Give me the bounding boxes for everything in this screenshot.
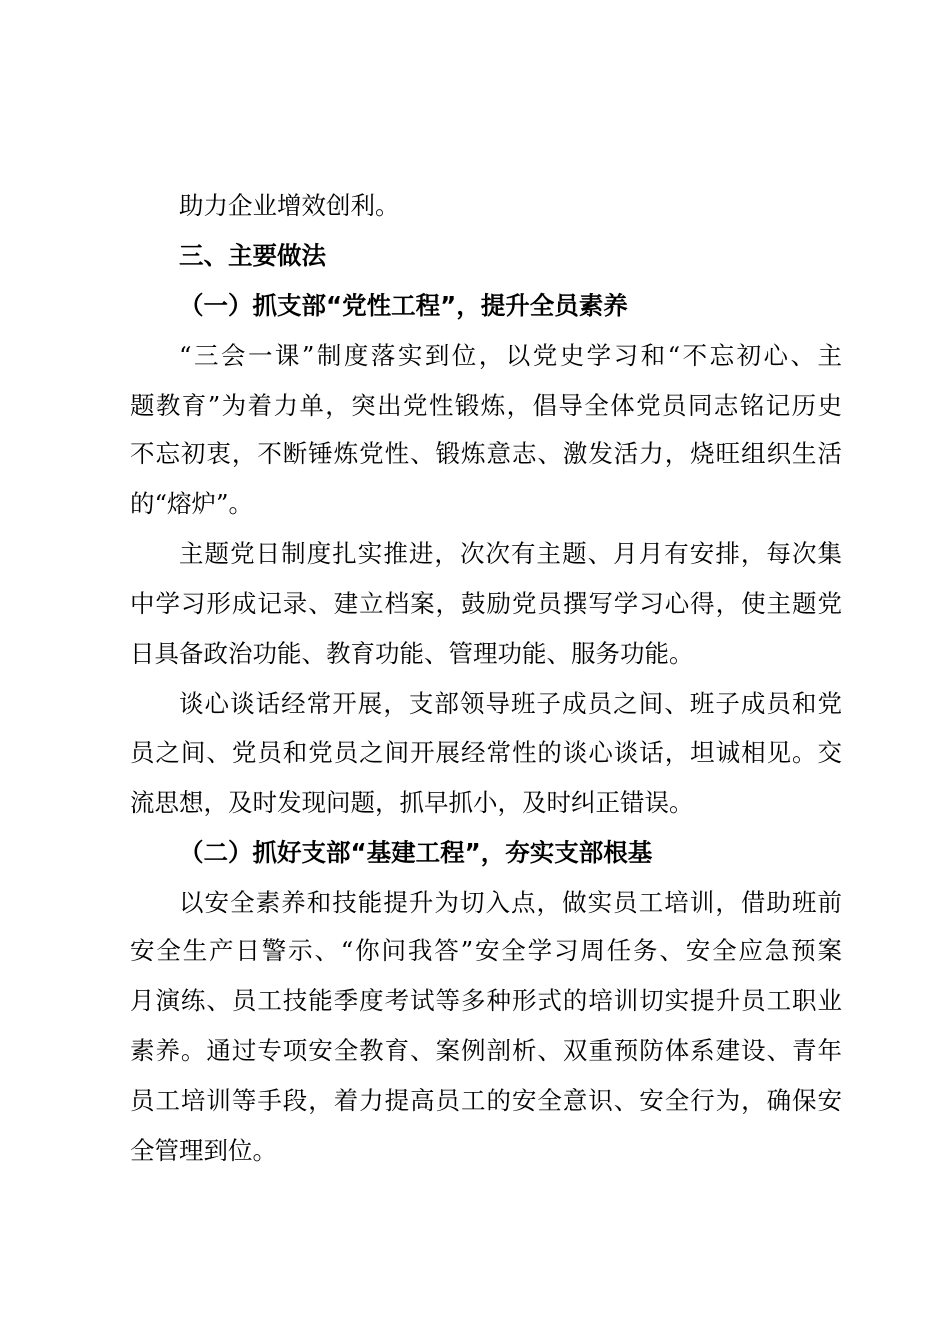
paragraph-text: 全管理到位。 [130, 1136, 277, 1165]
subsection-1-heading: （一）抓支部“党性工程”，提升全员素养 [179, 291, 628, 320]
paragraph-line [0, 931, 950, 971]
paragraph-text: 素养。通过专项安全教育、案例剖析、双重预防体系建设、青年 [130, 1036, 842, 1065]
subsection-2-heading: （二）抓好支部“基建工程”，夯实支部根基 [179, 838, 653, 867]
section-heading-line [0, 236, 950, 276]
continuation-text: 助力企业增效创利。 [179, 191, 400, 220]
paragraph-text: 中学习形成记录、建立档案，鼓励党员撰写学习心得，使主题党 [130, 589, 842, 618]
paragraph-line [0, 1081, 950, 1121]
paragraph-text: 员之间、党员和党员之间开展经常性的谈心谈话，坦诚相见。交 [130, 738, 842, 767]
paragraph-line [0, 883, 950, 923]
paragraph-text: 以安全素养和技能提升为切入点，做实员工培训，借助班前 [179, 888, 842, 917]
paragraph-text: 主题党日制度扎实推进，次次有主题、月月有安排，每次集 [179, 539, 842, 568]
paragraph-line [0, 386, 950, 426]
paragraph-line [0, 484, 950, 524]
paragraph-line [0, 634, 950, 674]
paragraph-text: 日具备政治功能、教育功能、管理功能、服务功能。 [130, 639, 694, 668]
paragraph-line [0, 981, 950, 1021]
paragraph-line [0, 733, 950, 773]
paragraph-line [0, 534, 950, 574]
subsection-2-heading-line [0, 833, 950, 873]
paragraph-text: 题教育”为着力单，突出党性锻炼，倡导全体党员同志铭记历史 [130, 391, 842, 420]
paragraph-text: “三会一课”制度落实到位，以党史学习和“不忘初心、主 [179, 341, 842, 370]
paragraph-line [0, 783, 950, 823]
paragraph-line [0, 684, 950, 724]
paragraph-text: 安全生产日警示、“你问我答”安全学习周任务、安全应急预案 [130, 936, 842, 965]
continuation-line [0, 186, 950, 226]
paragraph-text: 谈心谈话经常开展，支部领导班子成员之间、班子成员和党 [179, 689, 842, 718]
paragraph-line [0, 1131, 950, 1171]
paragraph-line [0, 1031, 950, 1071]
paragraph-text: 流思想，及时发现问题，抓早抓小，及时纠正错误。 [130, 788, 694, 817]
paragraph-text: 员工培训等手段，着力提高员工的安全意识、安全行为，确保安 [130, 1086, 842, 1115]
paragraph-text: 不忘初衷，不断锤炼党性、锻炼意志、激发活力，烧旺组织生活 [130, 439, 842, 468]
paragraph-text: 月演练、员工技能季度考试等多种形式的培训切实提升员工职业 [130, 986, 842, 1015]
paragraph-line [0, 336, 950, 376]
subsection-1-heading-line [0, 286, 950, 326]
paragraph-line [0, 584, 950, 624]
paragraph-line [0, 434, 950, 474]
section-heading: 三、主要做法 [179, 241, 326, 270]
paragraph-text: 的“熔炉”。 [130, 489, 254, 518]
